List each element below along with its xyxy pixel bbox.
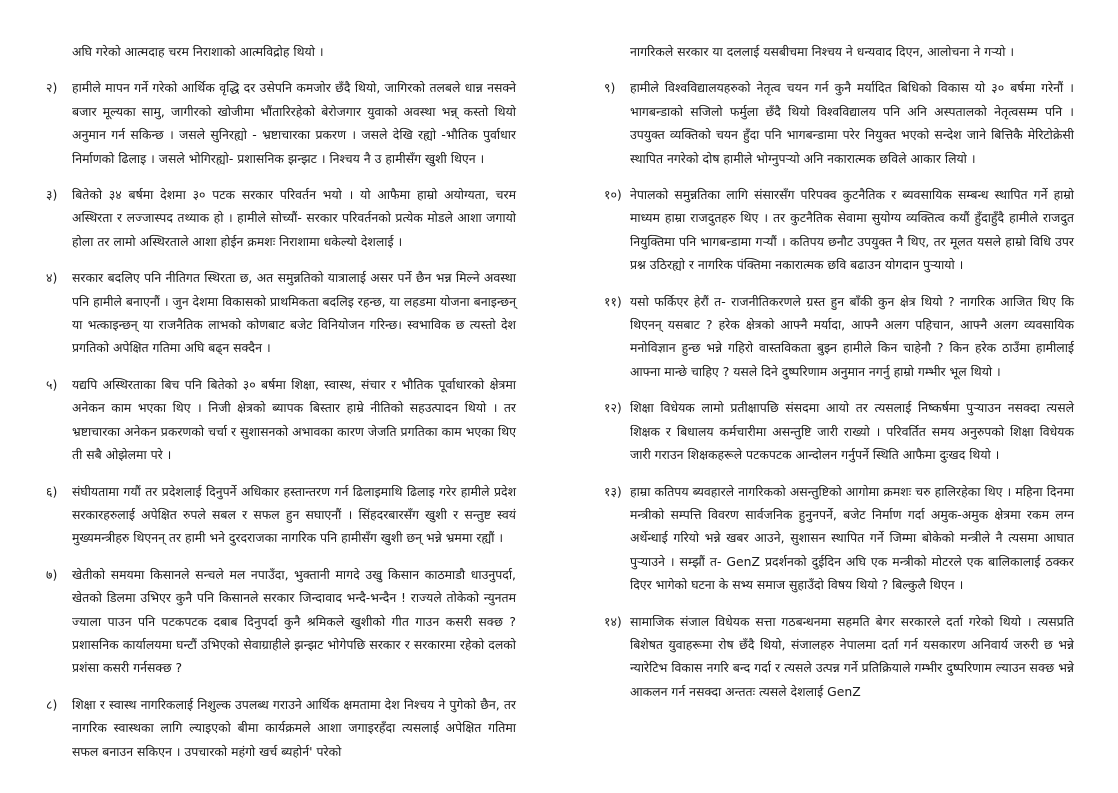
paragraph-number: ८) [46,696,58,712]
paragraph-text: यसो फर्किएर हेरौं त- राजनीतिकरणले ग्रस्त हुन बाँकी कुन क्षेत्र थियो ? नागरिक आजित थिए कि थिएनन् यसबाट ? हरेक क्षेत्रको आफ्नै मर्यादा, आफ्नै अलग पहिचान, आफ्नै अलग व्यवसायिक मनोविज्ञान हुन्छ भन्ने गहिरो वास्तविकता बुझ्न हामीले किन चाहेनौ ? किन हरेक ठाउँमा हामीलाई आफ्ना मान्छे चाहिए ? यसले दिने दुष्परिणाम अनुमान नगर्नु हाम्रो गम्भीर भूल थियो । [630,293,1074,379]
paragraph-5 [46,373,516,467]
paragraph-14 [604,610,1074,704]
right-column [604,40,1074,716]
paragraph-4 [46,266,516,360]
paragraph-13 [604,480,1074,597]
paragraph-number: १४) [604,613,622,629]
paragraph-text: नेपालको समुन्नतिका लागि संसारसँग परिपक्व कुटनैतिक र ब्यवसायिक सम्बन्ध स्थापित गर्ने हाम्रो माध्यम हाम्रा राजदुतहरु थिए । तर कुटनैतिक सेवामा सुयोग्य व्यक्तित्व कयौं हुँदाहुँदै हामीले राजदुत नियुक्तिमा पनि भागबन्डामा गऱ्यौं । कतिपय छनौट उपयुक्त नै थिए, तर मूलत यसले हाम्रो विधि उपर प्रश्न उठिरह्यो र नागरिक पंक्तिमा नकारात्मक छवि बढाउन योगदान पुऱ्यायो । [630,187,1074,273]
paragraph-continued [46,40,516,63]
paragraph-8 [46,693,516,763]
paragraph-text: शिक्षा विधेयक लामो प्रतीक्षापछि संसदमा आयो तर त्यसलाई निष्कर्षमा पुऱ्याउन नसक्दा त्यसले शिक्षक र बिधालय कर्मचारीमा असन्तुष्टि जारी राख्यो । परिवर्तित समय अनुरुपको शिक्षा विधेयक जारी गराउन शिक्षकहरूले पटकपटक आन्दोलन गर्नुपर्ने स्थिति आफैमा दुःखद थियो । [630,400,1074,463]
paragraph-number: ३) [46,187,58,203]
paragraph-number: ४) [46,270,58,286]
paragraph-text: सरकार बदलिए पनि नीतिगत स्थिरता छ, अत समुन्नतिको यात्रालाई असर पर्ने छैन भन्न मिल्ने अवस्था पनि हामीले बनाएनौं । जुन देशमा विकासको प्राथमिकता बदलिइ रहन्छ, या लहडमा योजना बनाइन्छन् या भत्काइन्छन् या राजनैतिक लाभको कोणबाट बजेट विनियोजन गरिन्छ। स्वभाविक छ त्यस्तो देश प्रगतिको अपेक्षित गतिमा अघि बढ्न सक्दैन । [72,270,516,356]
paragraph-number: ५) [46,376,58,392]
paragraph-text: शिक्षा र स्वास्थ नागरिकलाई निशुल्क उपलब्ध गराउने आर्थिक क्षमतामा देश निश्चय ने पुगेको छैन, तर नागरिक स्वास्थका लागि ल्याइएको बीमा कार्यक्रमले आशा जगाइरहँदा त्यसलाई अपेक्षित गतिमा सफल बनाउन सकिएन । उपचारको महंगो खर्च ब्यहोर्न' परेको [72,696,516,759]
paragraph-text: खेतीको समयमा किसानले सन्चले मल नपाउँदा, भुक्तानी मागदे उखु किसान काठमाडौ धाउनुपर्दा, खेतको डिलमा उभिएर कुनै पनि किसानले सरकार जिन्दावाद भन्दै-भन्दैन ! राज्यले तोकेको न्युनतम ज्याला पाउन पनि पटकपटक दबाब दिनुपर्दा कुनै श्रमिकले खुशीको गीत गाउन कसरी सक्छ ? प्रशासनिक कार्यालयमा घन्टौं उभिएको सेवाग्राहीले झन्झट भोगेपछि सरकार र सरकारमा रहेको दलको प्रशंसा कसरी गर्नसक्छ ? [72,566,516,676]
paragraph-text: हामीले विश्वविद्यालयहरुको नेतृत्व चयन गर्न कुनै मर्यादित बिधिको विकास यो ३० बर्षमा गरेनौं । भागबन्डाको सजिलो फर्मुला छँदै थियो विश्वविद्यालय पनि अनि अस्पतालको नेतृत्वसम्म पनि । उपयुक्त व्यक्तिको चयन हुँदा पनि भागबन्डामा परेर नियुक्त भएको सन्देश जाने बित्तिकै मेरिटोक्रेसी स्थापित नगरेको दोष हामीले भोग्नुपऱ्यो अनि नकारात्मक छविले आकार लियो । [630,80,1074,166]
paragraph-text: बितेको ३४ बर्षमा देशमा ३० पटक सरकार परिवर्तन भयो । यो आफैमा हाम्रो अयोग्यता, चरम अस्थिरता र लज्जास्पद तथ्याक हो । हामीले सोच्यौं- सरकार परिवर्तनको प्रत्येक मोडले आशा जगायो होला तर लामो अस्थिरताले आशा होईन क्रमशः निराशामा धकेल्यो देशलाई । [72,187,516,249]
paragraph-number: ७) [46,566,58,582]
paragraph-number: ९) [604,80,616,96]
paragraph-number: १२) [604,400,622,416]
paragraph-3 [46,183,516,253]
paragraph-number: २) [46,80,58,96]
paragraph-text: हामीले मापन गर्ने गरेको आर्थिक वृद्धि दर उसेपनि कमजोर छँदै थियो, जागिरको तलबले धान्न नसक्ने बजार मूल्यका सामु, जागीरको खोजीमा भौंतारिरहेको बेरोजगार युवाको अवस्था भन्न् कस्तो थियो अनुमान गर्न सकिन्छ । जसले सुनिरह्यो - भ्रष्टाचारका प्रकरण । जसले देखि रह्यो -भौतिक पुर्वाधार निर्माणको ढिलाइ । जसले भोगिरह्यो- प्रशासनिक झन्झट । निश्चय नै उ हामीसँग खुशी थिएन । [72,80,516,166]
paragraph-12 [604,396,1074,466]
paragraph-9 [604,76,1074,170]
paragraph-number: १०) [604,187,622,203]
paragraph-text: संघीयतामा गयौं तर प्रदेशलाई दिनुपर्ने अधिकार हस्तान्तरण गर्न ढिलाइमाथि ढिलाइ गरेर हामीले प्रदेश सरकारहरुलाई अपेक्षित रुपले सबल र सफल हुन सघाएनौं । सिंहदरबारसँग खुशी र सन्तुष्ट स्वयं मुख्यमन्त्रीहरु थिएनन् तर हामी भने दुरदराजका नागरिक पनि हामीसँग खुशी छन् भन्ने भ्रममा रह्यौं । [72,483,516,546]
paragraph-number: १३) [604,483,622,499]
paragraph-text: यद्यपि अस्थिरताका बिच पनि बितेको ३० बर्षमा शिक्षा, स्वास्थ, संचार र भौतिक पूर्वाधारको क्षेत्रमा अनेकन काम भएका थिए । निजी क्षेत्रको ब्यापक बिस्तार हाम्रे नीतिको सहउत्पादन थियो । तर भ्रष्टाचारका अनेकन प्रकरणको चर्चा र सुशासनको अभावका कारण जेजति प्रगतिका काम भएका थिए ती सबै ओझेलमा परे । [72,376,516,463]
paragraph-7 [46,563,516,680]
paragraph-text: अघि गरेको आत्मदाह चरम निराशाको आत्मविद्रोह थियो । [72,44,324,59]
paragraph-continued [604,40,1074,63]
paragraph-2 [46,76,516,170]
paragraph-text: नागरिकले सरकार या दललाई यसबीचमा निश्चय ने धन्यवाद दिएन, आलोचना ने गऱ्यो । [630,44,1015,59]
paragraph-6 [46,480,516,550]
paragraph-text: सामाजिक संजाल विधेयक सत्ता गठबन्धनमा सहमति बेगर सरकारले दर्ता गरेको थियो । त्यसप्रति बिशेषत युवाहरूमा रोष छँदै थियो, संजालहरु नेपालमा दर्ता गर्न यसकारण अनिवार्य जरुरी छ भन्ने न्यारेटिभ विकास नगरि बन्द गर्दा र त्यसले उत्पन्न गर्ने प्रतिक्रियाले गम्भीर दुष्परिणाम ल्याउन सक्छ भन्ने आकलन गर्न नसक्दा अन्ततः त्यसले देशलाई GenZ [630,613,1074,699]
paragraph-10 [604,183,1074,277]
paragraph-text: हाम्रा कतिपय ब्यवहारले नागरिकको असन्तुष्टिको आगोमा क्रमशः चरु हालिरहेका थिए । महिना दिनमा मन्त्रीको सम्पत्ति विवरण सार्वजनिक हुनुनपर्ने, बजेट निर्माण गर्दा अमुक-अमुक क्षेत्रमा रकम लग्न अर्थेन्धाई गरियो भन्ने खबर आउने, सुशासन स्थापित गर्ने जिम्मा बोकेको मन्त्रीले नै त्यसमा आघात पुऱ्याउने । सम्झौं त- GenZ प्रदर्शनको दुईदिन अघि एक मन्त्रीको मोटरले एक बालिकालाई ठक्कर दिएर भागेको घटना के सभ्य समाज सुहाउँदो विषय थियो ? बिल्कुलै थिएन । [630,483,1074,593]
paragraph-number: ११) [604,293,622,309]
paragraph-number: ६) [46,483,58,499]
left-column [46,40,516,776]
paragraph-11 [604,290,1074,384]
